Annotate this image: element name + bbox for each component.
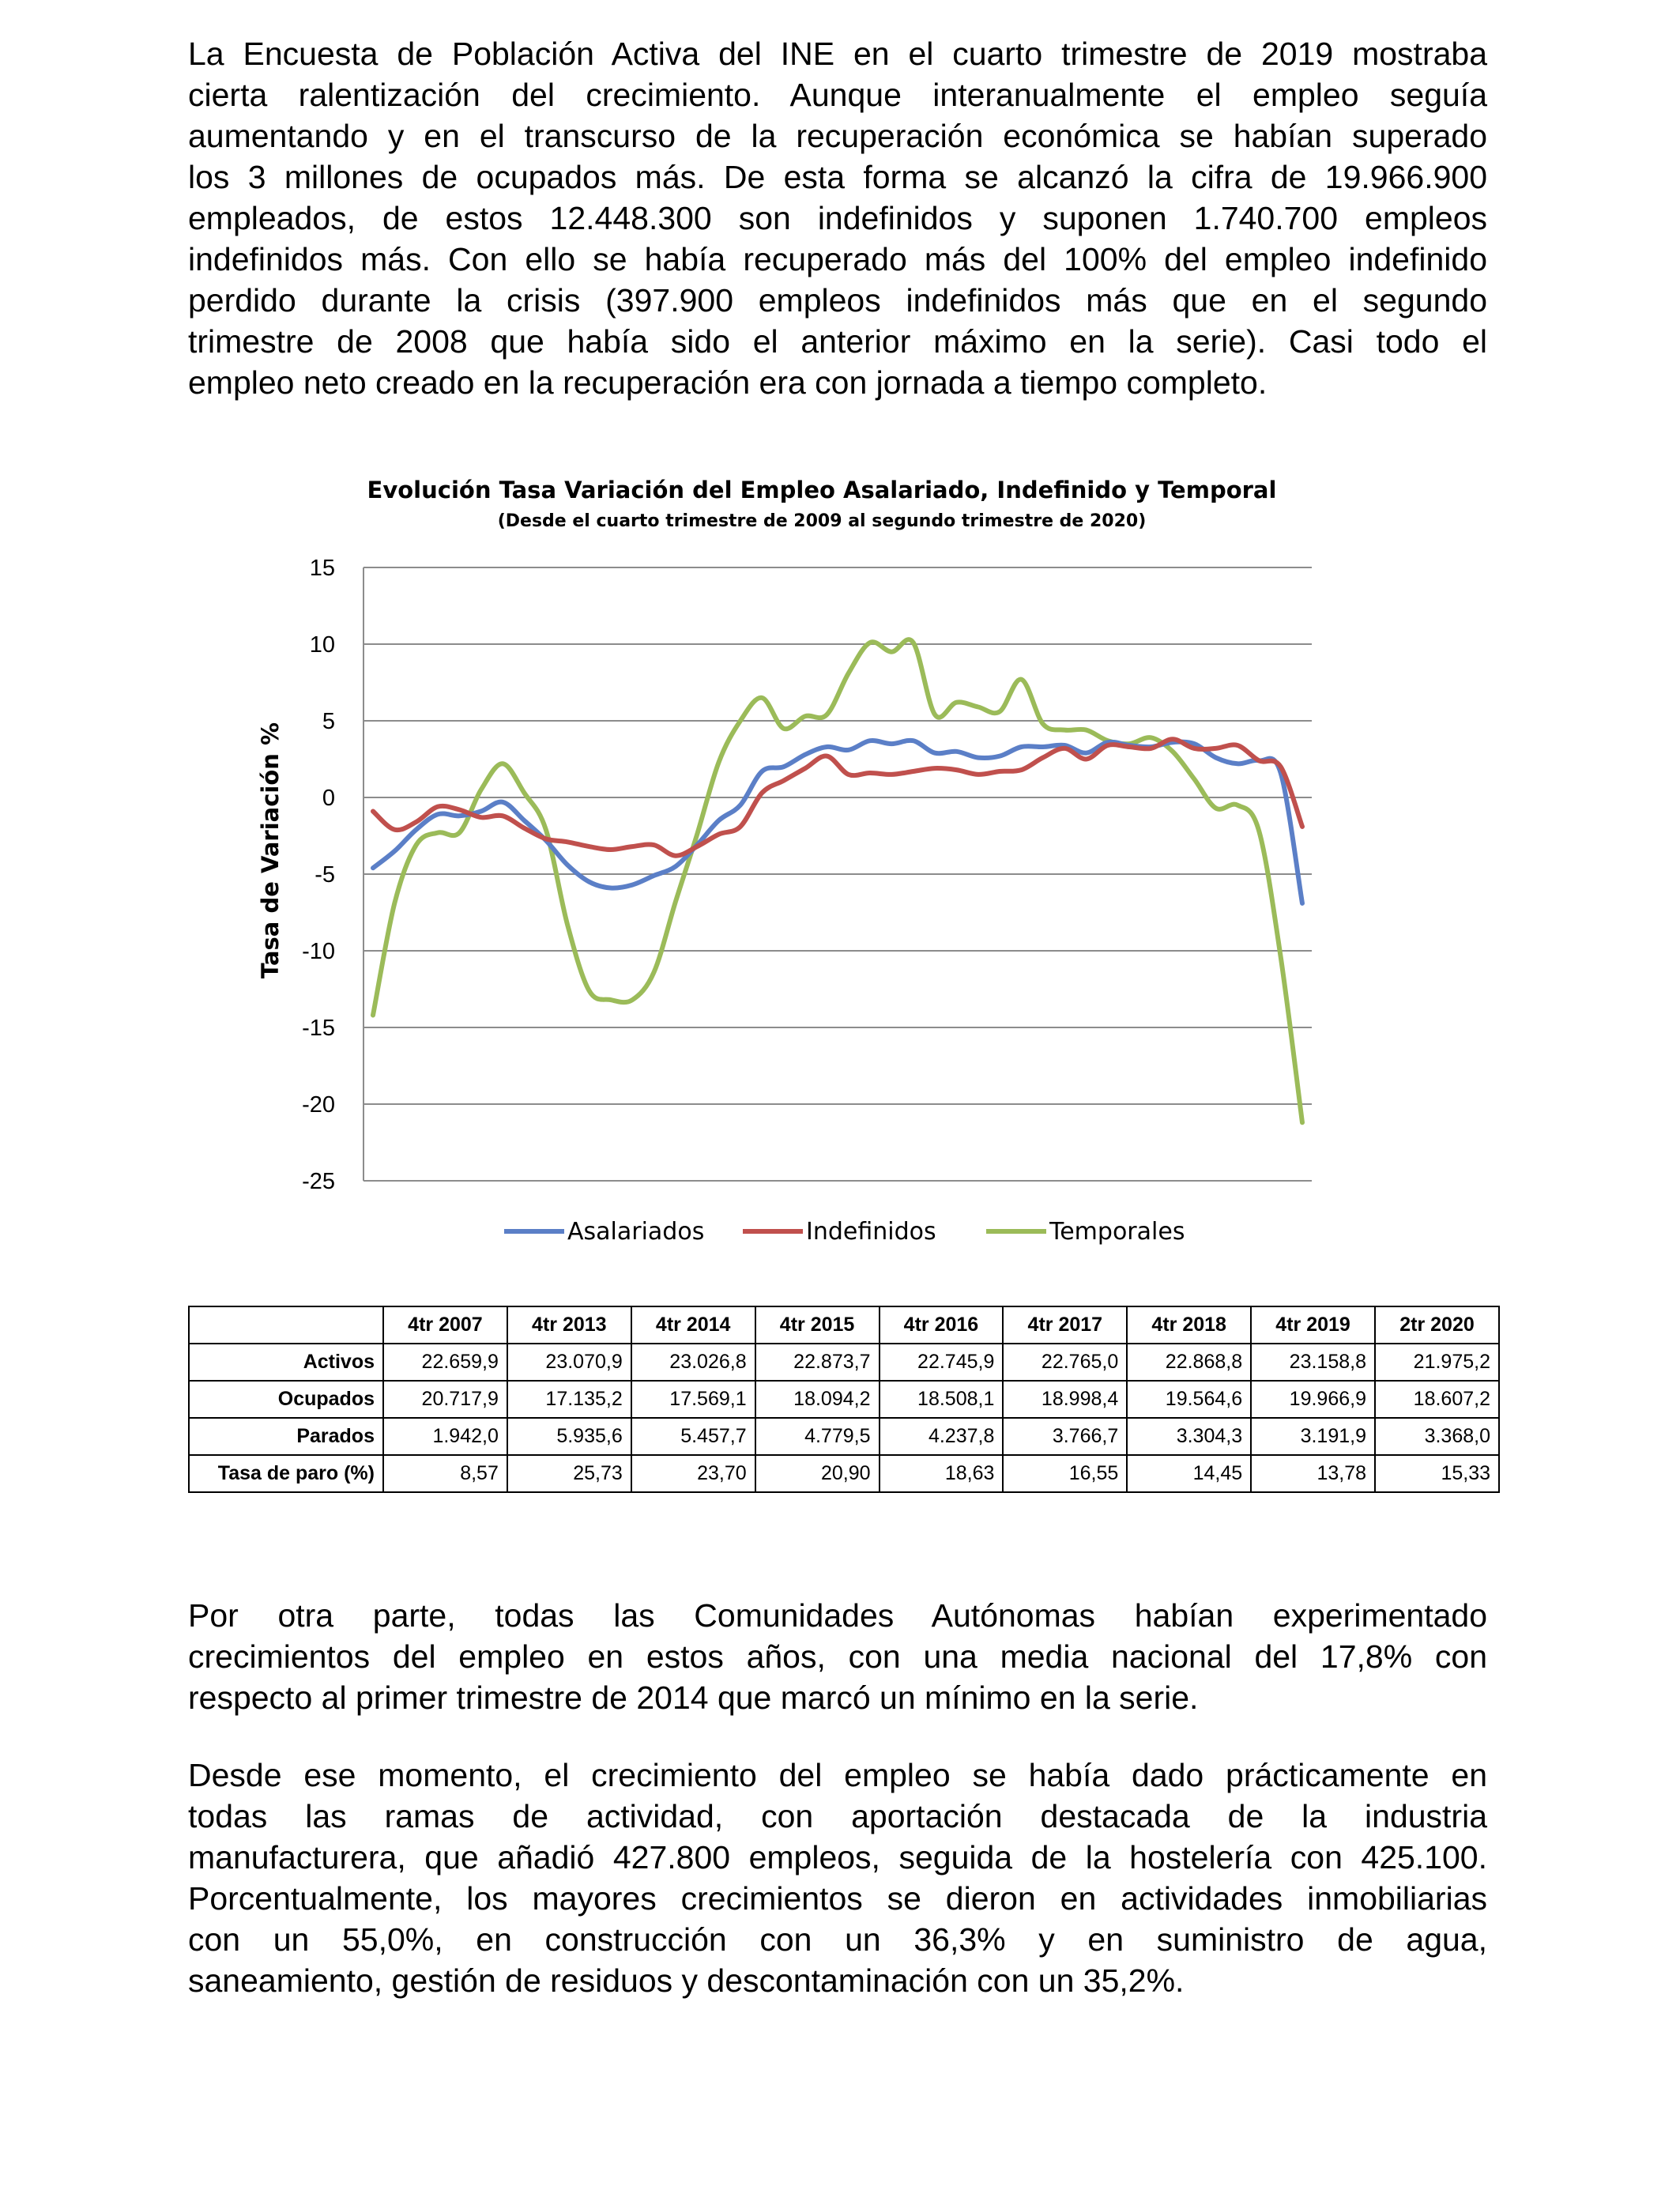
legend-label-asalariados: Asalariados [567, 1218, 705, 1246]
table-row-label: Activos [189, 1344, 383, 1381]
table-column-header: 4tr 2007 [383, 1306, 507, 1344]
table-cell: 18.607,2 [1375, 1381, 1499, 1418]
table-column-header: 4tr 2013 [507, 1306, 631, 1344]
table-cell: 16,55 [1003, 1455, 1127, 1492]
table-row [189, 1381, 1499, 1418]
text-line: trimestre de 2008 que había sido el anterior máximo en la serie). Casi todo el [188, 323, 1487, 360]
table-column-header: 4tr 2017 [1003, 1306, 1127, 1344]
text-line: Porcentualmente, los mayores crecimientos se dieron en actividades inmobiliarias [188, 1880, 1487, 1917]
table-cell: 23.158,8 [1251, 1344, 1375, 1381]
table-cell: 22.765,0 [1003, 1344, 1127, 1381]
intro-paragraph [188, 33, 1487, 403]
table-cell: 25,73 [507, 1455, 631, 1492]
table-cell: 5.935,6 [507, 1418, 631, 1455]
table-cell: 22.659,9 [383, 1344, 507, 1381]
table-cell: 23.026,8 [631, 1344, 755, 1381]
table-cell: 3.191,9 [1251, 1418, 1375, 1455]
table-column-header: 2tr 2020 [1375, 1306, 1499, 1344]
text-line: Desde ese momento, el crecimiento del empleo se había dado prácticamente en [188, 1757, 1487, 1793]
table-cell: 5.457,7 [631, 1418, 755, 1455]
table-row-label: Ocupados [189, 1381, 383, 1418]
text-line: Por otra parte, todas las Comunidades Autónomas habían experimentado [188, 1597, 1487, 1634]
y-tick-label: 15 [309, 556, 335, 581]
y-tick-label: -25 [302, 1169, 335, 1194]
text-line: con un 55,0%, en construcción con un 36,3% y en suministro de agua, [188, 1921, 1487, 1958]
table-cell: 14,45 [1127, 1455, 1251, 1492]
text-line: crecimientos del empleo en estos años, con una media nacional del 17,8% con [188, 1638, 1487, 1675]
text-line: La Encuesta de Población Activa del INE en el cuarto trimestre de 2019 mostraba [188, 36, 1487, 72]
table-cell: 3.368,0 [1375, 1418, 1499, 1455]
table-header-row [189, 1306, 1499, 1344]
line-chart-svg [237, 466, 1422, 1272]
table-cell: 18.508,1 [880, 1381, 1004, 1418]
table-row [189, 1455, 1499, 1492]
table-column-header: 4tr 2015 [755, 1306, 880, 1344]
text-line: aumentando y en el transcurso de la recuperación económica se habían superado [188, 118, 1487, 154]
table-cell: 4.779,5 [755, 1418, 880, 1455]
y-tick-label: 0 [322, 786, 335, 811]
text-line: todas las ramas de actividad, con aportación destacada de la industria [188, 1798, 1487, 1834]
legend-label-temporales: Temporales [1049, 1218, 1185, 1246]
table-column-header: 4tr 2014 [631, 1306, 755, 1344]
text-line: empleados, de estos 12.448.300 son indefinidos y suponen 1.740.700 empleos [188, 200, 1487, 236]
table-cell: 3.304,3 [1127, 1418, 1251, 1455]
text-line: cierta ralentización del crecimiento. Aunque interanualmente el empleo seguía [188, 77, 1487, 113]
text-line: saneamiento, gestión de residuos y descontaminación con un 35,2%. [188, 1962, 1185, 1999]
table-cell: 19.564,6 [1127, 1381, 1251, 1418]
table-column-header: 4tr 2019 [1251, 1306, 1375, 1344]
labour-stats-table [188, 1306, 1500, 1493]
table-corner-cell [189, 1306, 383, 1344]
text-line: los 3 millones de ocupados más. De esta forma se alcanzó la cifra de 19.966.900 [188, 159, 1487, 195]
text-line: indefinidos más. Con ello se había recuperado más del 100% del empleo indefinido [188, 241, 1487, 277]
table-row [189, 1418, 1499, 1455]
text-line: perdido durante la crisis (397.900 empleos indefinidos más que en el segundo [188, 282, 1487, 319]
y-tick-label: -10 [302, 939, 335, 964]
table-cell: 17.135,2 [507, 1381, 631, 1418]
table-cell: 20,90 [755, 1455, 880, 1492]
table-cell: 20.717,9 [383, 1381, 507, 1418]
text-line: respecto al primer trimestre de 2014 que marcó un mínimo en la serie. [188, 1679, 1199, 1716]
table-row [189, 1344, 1499, 1381]
y-tick-label: -20 [302, 1092, 335, 1118]
table-cell: 13,78 [1251, 1455, 1375, 1492]
table-cell: 22.873,7 [755, 1344, 880, 1381]
text-line: manufacturera, que añadió 427.800 empleos, seguida de la hostelería con 425.100. [188, 1839, 1487, 1875]
table-cell: 18.998,4 [1003, 1381, 1127, 1418]
table-cell: 21.975,2 [1375, 1344, 1499, 1381]
employment-rate-chart [237, 466, 1422, 1272]
table-row-label: Parados [189, 1418, 383, 1455]
table-cell: 18,63 [880, 1455, 1004, 1492]
table-cell: 1.942,0 [383, 1418, 507, 1455]
table-cell: 15,33 [1375, 1455, 1499, 1492]
table-cell: 19.966,9 [1251, 1381, 1375, 1418]
y-tick-label: -5 [315, 862, 335, 888]
table-column-header: 4tr 2016 [880, 1306, 1004, 1344]
regions-paragraph [188, 1595, 1487, 1718]
legend-label-indefinidos: Indefinidos [806, 1218, 936, 1246]
y-axis-label: Tasa de Variación % [257, 722, 284, 979]
table-cell: 17.569,1 [631, 1381, 755, 1418]
chart-title: Evolución Tasa Variación del Empleo Asalariado, Indefinido y Temporal [367, 477, 1277, 503]
text-line: empleo neto creado en la recuperación era con jornada a tiempo completo. [188, 364, 1268, 401]
table-cell: 3.766,7 [1003, 1418, 1127, 1455]
y-tick-label: 5 [322, 709, 335, 734]
table-column-header: 4tr 2018 [1127, 1306, 1251, 1344]
table-cell: 18.094,2 [755, 1381, 880, 1418]
table-cell: 8,57 [383, 1455, 507, 1492]
series-line-temporales [373, 639, 1302, 1122]
table-cell: 22.868,8 [1127, 1344, 1251, 1381]
chart-subtitle: (Desde el cuarto trimestre de 2009 al segundo trimestre de 2020) [497, 511, 1147, 531]
table-cell: 23.070,9 [507, 1344, 631, 1381]
table-cell: 4.237,8 [880, 1418, 1004, 1455]
y-tick-label: 10 [309, 632, 335, 658]
table-cell: 22.745,9 [880, 1344, 1004, 1381]
sectors-paragraph [188, 1755, 1487, 2001]
table-row-label: Tasa de paro (%) [189, 1455, 383, 1492]
table-cell: 23,70 [631, 1455, 755, 1492]
y-tick-label: -15 [302, 1016, 335, 1041]
